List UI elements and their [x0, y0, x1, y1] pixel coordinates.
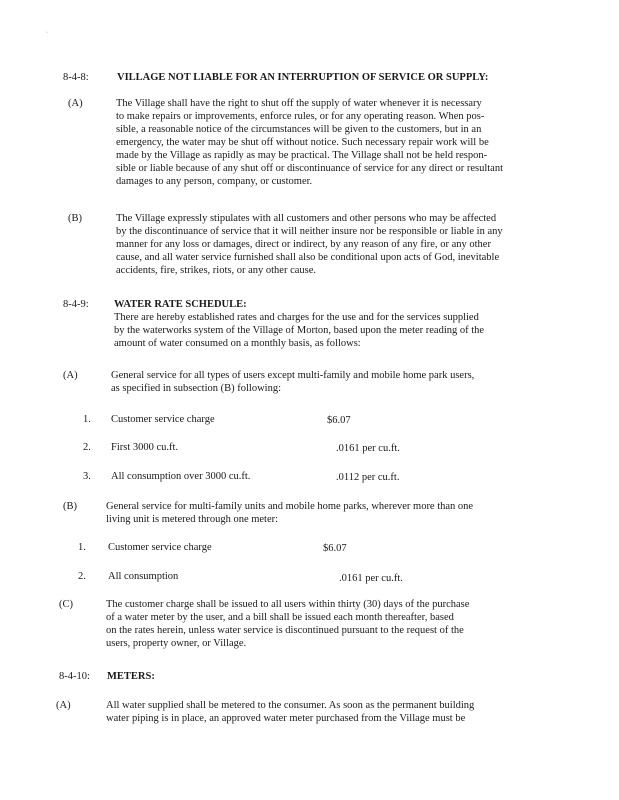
paragraph-8-4-9-b — [106, 500, 473, 526]
subsection-label: (A) — [63, 370, 78, 381]
text-line: made by the Village as rapidly as may be practical. The Village shall not be held respon- — [116, 150, 488, 161]
fee-item-number: 1. — [83, 414, 91, 425]
fee-item-label: First 3000 cu.ft. — [111, 442, 179, 453]
text-line: by the discontinuance of service that it will neither insure nor be responsible or liable in any — [116, 226, 503, 237]
text-line: accidents, fire, strikes, riots, or any other cause. — [116, 265, 317, 276]
fee-item-number: 2. — [83, 442, 91, 453]
text-line: by the waterworks system of the Village of Morton, based upon the meter reading of the — [114, 325, 485, 336]
text-line: manner for any loss or damages, direct or indirect, by any reason of any fire, or any other — [116, 239, 491, 250]
text-line: as specified in subsection (B) following: — [111, 383, 282, 394]
text-line: of a water meter by the user, and a bill shall be issued each month thereafter, based — [106, 612, 454, 623]
fee-item-amount: .0161 per cu.ft. — [336, 443, 400, 454]
text-line: cause, and all water service furnished shall also be conditional upon acts of God, inevitable — [116, 252, 500, 263]
text-line: General service for all types of users except multi-family and mobile home park users, — [111, 370, 475, 381]
paragraph-8-4-9-a — [111, 369, 474, 395]
fee-item-amount: .0161 per cu.ft. — [339, 573, 403, 584]
subsection-label: (A) — [56, 700, 71, 711]
paragraph-8-4-9-c — [106, 598, 469, 650]
section-number-8-4-8: 8-4-8: — [63, 72, 89, 83]
text-line: on the rates herein, unless water service is discontinued pursuant to the request of the — [106, 625, 464, 636]
subsection-label: (B) — [68, 213, 82, 224]
text-line: The customer charge shall be issued to all users within thirty (30) days of the purchase — [106, 599, 470, 610]
section-title-8-4-9: WATER RATE SCHEDULE: — [114, 299, 247, 310]
text-line: sible, a reasonable notice of the circumstances will be given to the customers, but in an — [116, 124, 482, 135]
paragraph-8-4-9-intro — [114, 311, 484, 350]
text-line: living unit is metered through one meter: — [106, 514, 279, 525]
paragraph-8-4-8-a — [116, 97, 503, 188]
paragraph-8-4-8-b — [116, 212, 503, 277]
fee-item-label: Customer service charge — [111, 414, 215, 425]
subsection-label: (A) — [68, 98, 83, 109]
fee-item-label: Customer service charge — [108, 542, 212, 553]
fee-item-amount: .0112 per cu.ft. — [336, 472, 400, 483]
text-line: damages to any person, company, or customer. — [116, 176, 313, 187]
fee-item-amount: $6.07 — [327, 415, 351, 426]
section-title-8-4-8: VILLAGE NOT LIABLE FOR AN INTERRUPTION OF SERVICE OR SUPPLY: — [117, 72, 489, 83]
paragraph-8-4-10-a — [106, 699, 474, 725]
text-line: users, property owner, or Village. — [106, 638, 247, 649]
fee-item-number: 2. — [78, 571, 86, 582]
section-number-8-4-9: 8-4-9: — [63, 299, 89, 310]
text-line: emergency, the water may be shut off without notice. Such necessary repair work will be — [116, 137, 489, 148]
subsection-label: (C) — [59, 599, 73, 610]
text-line: to make repairs or improvements, enforce rules, or for any operating reason. When pos- — [116, 111, 485, 122]
corner-mark: · — [46, 30, 48, 36]
text-line: There are hereby established rates and charges for the use and for the services supplied — [114, 312, 479, 323]
fee-item-number: 1. — [78, 542, 86, 553]
text-line: All water supplied shall be metered to the consumer. As soon as the permanent building — [106, 700, 475, 711]
section-number-8-4-10: 8-4-10: — [59, 671, 90, 682]
fee-item-amount: $6.07 — [323, 543, 347, 554]
text-line: sible or liable because of any shut off or discontinuance of service for any direct or resultant — [116, 163, 504, 174]
text-line: The Village expressly stipulates with all customers and other persons who may be affected — [116, 213, 497, 224]
text-line: water piping is in place, an approved water meter purchased from the Village must be — [106, 713, 466, 724]
subsection-label: (B) — [63, 501, 77, 512]
text-line: General service for multi-family units and mobile home parks, wherever more than one — [106, 501, 474, 512]
section-title-8-4-10: METERS: — [107, 671, 155, 682]
fee-item-number: 3. — [83, 471, 91, 482]
text-line: The Village shall have the right to shut off the supply of water whenever it is necessary — [116, 98, 482, 109]
fee-item-label: All consumption — [108, 571, 179, 582]
fee-item-label: All consumption over 3000 cu.ft. — [111, 471, 251, 482]
text-line: amount of water consumed on a monthly basis, as follows: — [114, 338, 361, 349]
